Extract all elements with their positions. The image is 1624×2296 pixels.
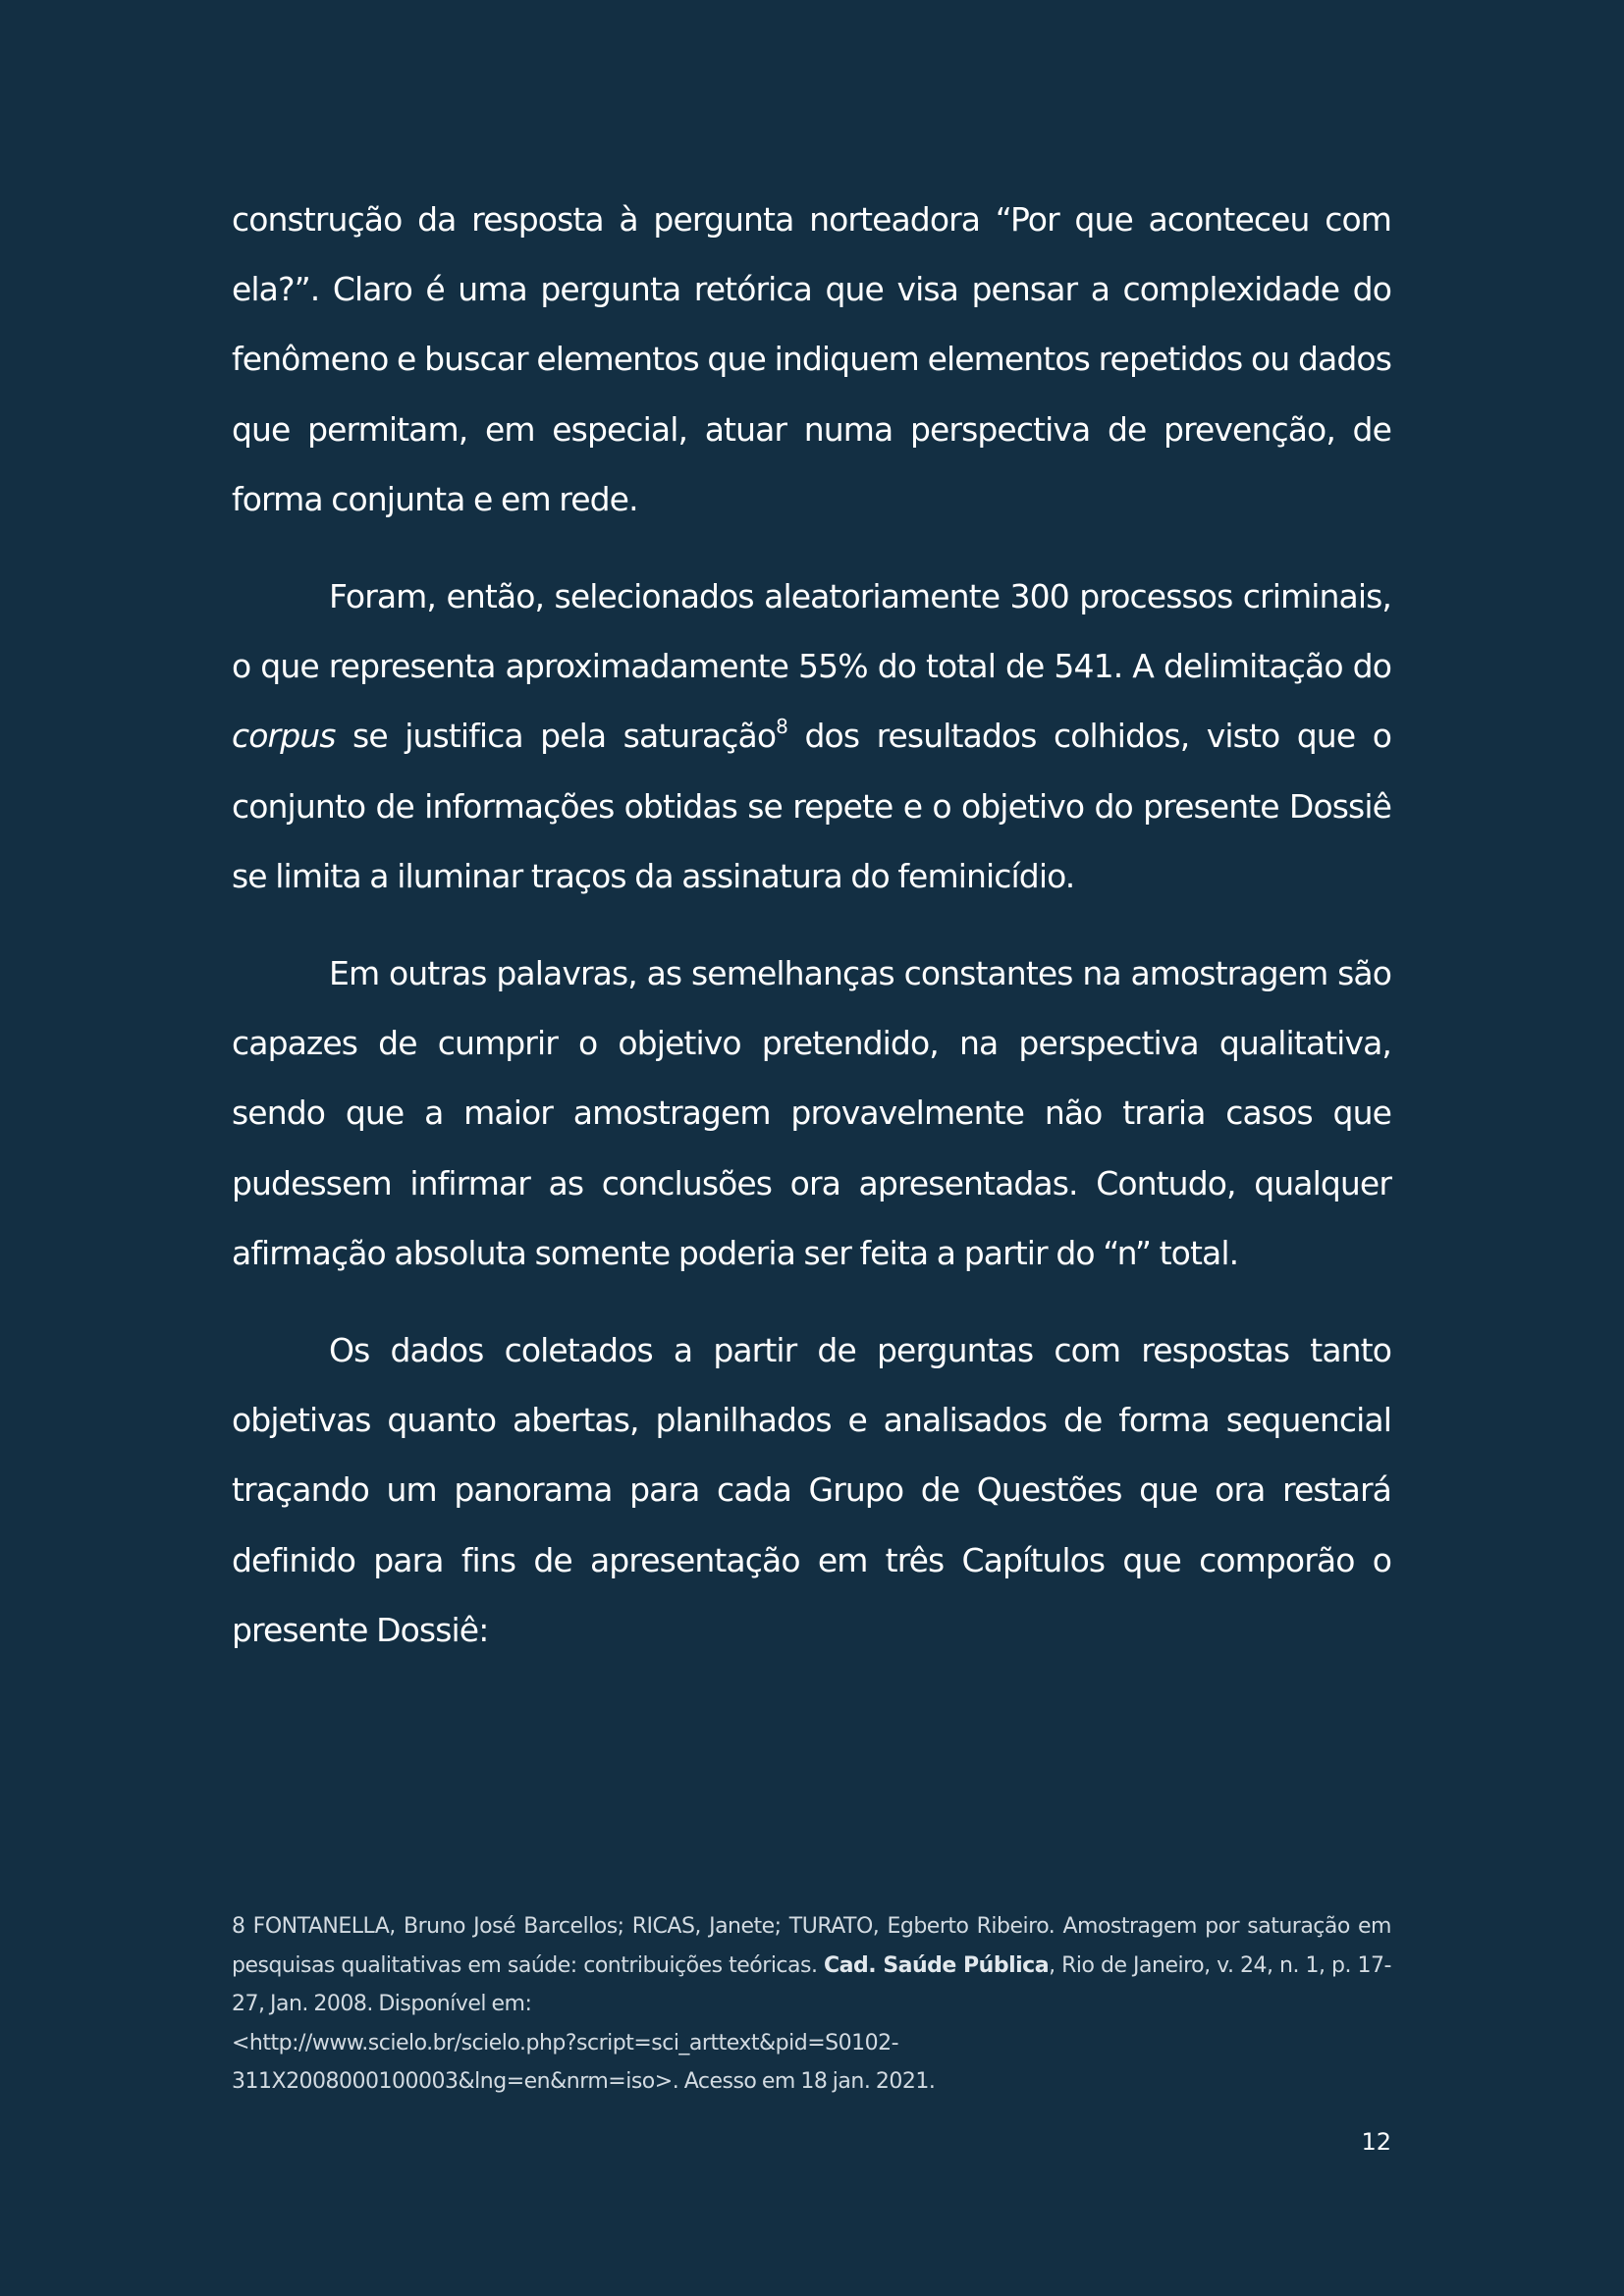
footnote-reference[interactable]: 8 [776,715,787,739]
paragraph-1 [232,185,1391,534]
footnote-url-line-2: 311X2008000100003&lng=en&nrm=iso>. Acesso em 18 jan. 2021. [232,2069,936,2095]
paragraph-2-text-b: se justifica pela saturação [335,717,777,756]
paragraph-2 [232,561,1391,911]
paragraph-3-text: Em outras palavras, as semelhanças constantes na amostragem são capazes de cumprir o objetivo pretendido, na perspectiva qualitativa, sendo que a maior amostragem provavelmente não traria casos que pudessem infirmar as conclusões ora apresentadas. Contudo, qualquer afirmação absoluta somente poderia ser feita a partir do “n” total. [232,954,1391,1272]
paragraph-4-text: Os dados coletados a partir de perguntas com respostas tanto objetivas quanto abertas, planilhados e analisados de forma sequencial traçando um panorama para cada Grupo de Questões que ora restará definido para fins de apresentação em três Capítulos que comporão o presente Dossiê: [232,1331,1391,1649]
paragraph-3 [232,938,1391,1288]
footnote-text-b: , Rio de Janeiro, v. 24, n. 1, p. 17-27, Jan. 2008. Disponível em: [232,1952,1391,2017]
page-number: 12 [1361,2128,1391,2156]
footnote-text-a: 8 FONTANELLA, Bruno José Barcellos; RICAS, Janete; TURATO, Egberto Ribeiro. Amostragem por saturação em pesquisas qualitativas em saúde: contribuições teóricas. [232,1914,1391,1978]
paragraph-1-text: construção da resposta à pergunta norteadora “Por que aconteceu com ela?”. Claro é uma pergunta retórica que visa pensar a complexidade do fenômeno e buscar elementos que indiquem elementos repetidos ou dados que permitam, em especial, atuar numa perspectiva de prevenção, de forma conjunta e em rede. [232,200,1391,518]
footnote [232,1907,1391,2102]
footnote-url[interactable] [232,2024,1391,2102]
footnote-url-line-1[interactable]: <http://www.scielo.br/scielo.php?script=sci_arttext&pid=S0102- [232,2030,899,2056]
corpus-term: corpus [232,717,336,756]
paragraph-2-text-c: dos resultados colhidos, visto que o conjunto de informações obtidas se repete e o objetivo do presente Dossiê se limita a iluminar traços da assinatura do feminicídio. [232,717,1391,895]
footnote-journal: Cad. Saúde Pública [824,1952,1050,1978]
paragraph-4 [232,1315,1391,1665]
paragraph-2-text-a: Foram, então, selecionados aleatoriamente 300 processos criminais, o que representa aproximadamente 55% do total de 541. A delimitação do [232,577,1391,686]
body-text [232,185,1391,1692]
